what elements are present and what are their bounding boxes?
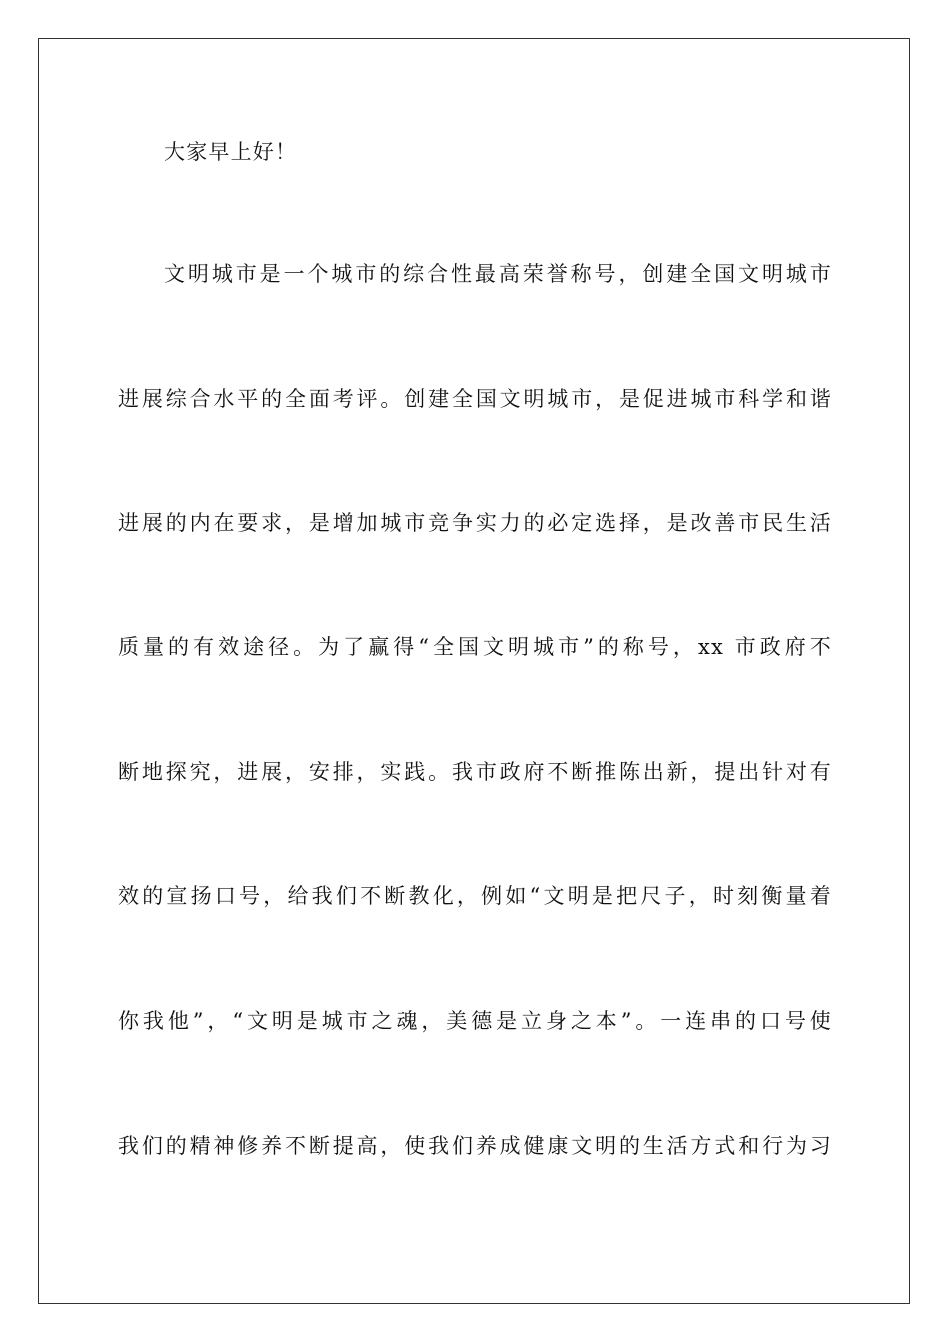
paragraph-line-5: 断地探究，进展，安排，实践。我市政府不断推陈出新，提出针对有 (118, 760, 832, 784)
greeting-line: 大家早上好！ (164, 140, 298, 164)
paragraph-line-6: 效的宣扬口号，给我们不断教化，例如“文明是把尺子，时刻衡量着 (118, 884, 832, 908)
page-border (38, 38, 910, 1304)
paragraph-line-8: 我们的精神修养不断提高，使我们养成健康文明的生活方式和行为习 (118, 1134, 832, 1158)
paragraph-line-1: 文明城市是一个城市的综合性最高荣誉称号，创建全国文明城市 (164, 262, 832, 286)
paragraph-line-2: 进展综合水平的全面考评。创建全国文明城市，是促进城市科学和谐 (118, 387, 832, 411)
paragraph-line-7: 你我他”，“文明是城市之魂，美德是立身之本”。一连串的口号使 (118, 1009, 832, 1033)
paragraph-line-4: 质量的有效途径。为了赢得“全国文明城市”的称号，xx 市政府不 (118, 635, 832, 659)
paragraph-line-3: 进展的内在要求，是增加城市竞争实力的必定选择，是改善市民生活 (118, 511, 832, 535)
